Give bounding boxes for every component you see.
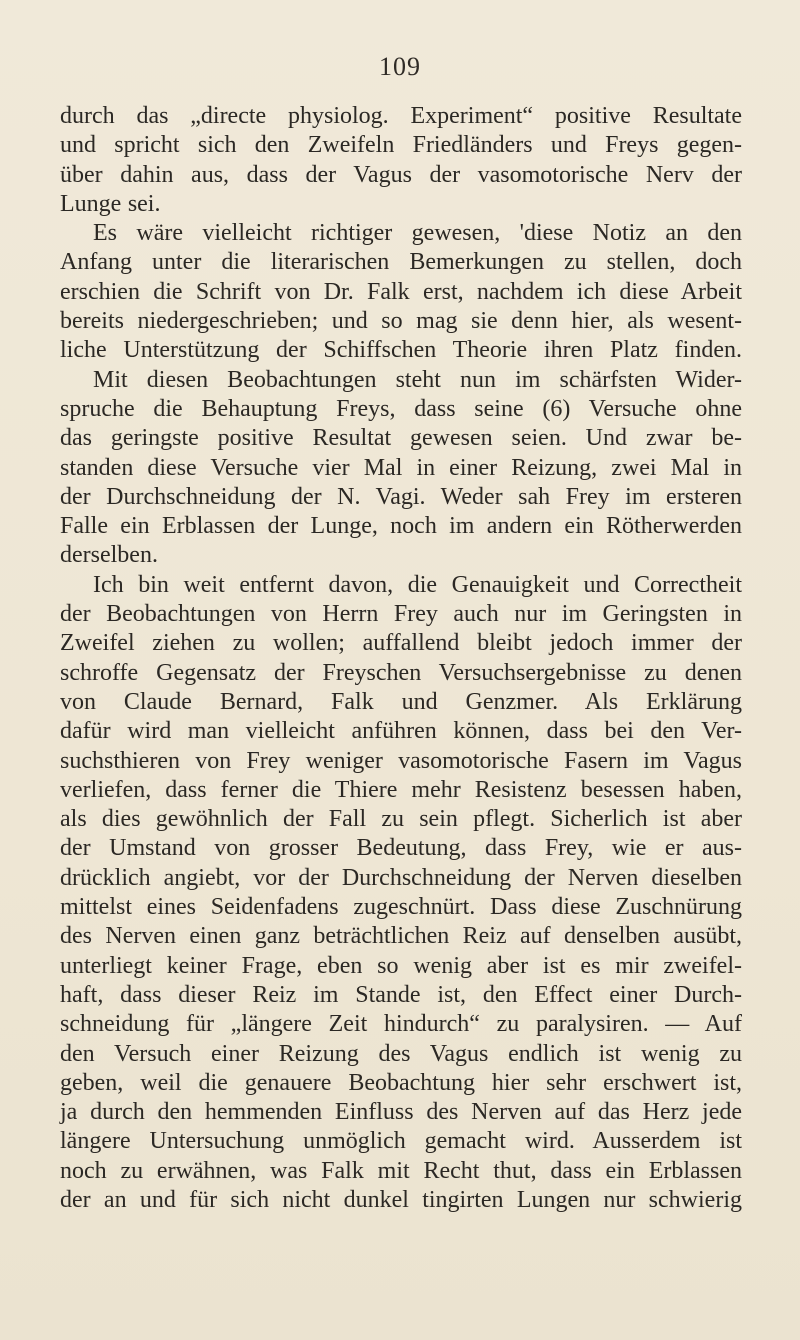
body-text [60,102,742,1215]
text-line: längere Untersuchung unmöglich gemacht wird. Ausserdem ist [60,1128,742,1155]
text-line: als dies gewöhnlich der Fall zu sein pflegt. Sicherlich ist aber [60,806,742,833]
text-line: suchsthieren von Frey weniger vasomotorische Fasern im Vagus [60,747,742,774]
text-line: Zweifel ziehen zu wollen; auffallend bleibt jedoch immer der [60,630,742,657]
text-line: spruche die Behauptung Freys, dass seine (6) Versuche ohne [60,395,742,422]
text-line: erschien die Schrift von Dr. Falk erst, nachdem ich diese Arbeit [60,278,742,305]
text-line: das geringste positive Resultat gewesen seien. Und zwar be- [60,425,742,452]
paragraph-start-line: Es wäre vielleicht richtiger gewesen, 'diese Notiz an den [93,220,742,247]
text-line: liche Unterstützung der Schiffschen Theorie ihren Platz finden. [60,337,742,364]
text-line: Falle ein Erblassen der Lunge, noch im andern ein Rötherwerden [60,513,742,540]
text-line: haft, dass dieser Reiz im Stande ist, den Effect einer Durch- [60,981,742,1008]
text-line: verliefen, dass ferner die Thiere mehr Resistenz besessen haben, [60,776,742,803]
page-number: 109 [379,52,421,81]
text-line: schroffe Gegensatz der Freyschen Versuchsergebnisse zu denen [60,659,742,686]
text-line: mittelst eines Seidenfadens zugeschnürt. Dass diese Zuschnürung [60,894,742,921]
text-line: Lunge sei. [60,190,161,217]
text-line: standen diese Versuche vier Mal in einer Reizung, zwei Mal in [60,454,742,481]
text-line: der Umstand von grosser Bedeutung, dass Frey, wie er aus- [60,835,742,862]
text-line: unterliegt keiner Frage, eben so wenig aber ist es mir zweifel- [60,952,742,979]
paragraph-start-line: Mit diesen Beobachtungen steht nun im schärfsten Wider- [93,366,742,393]
paragraph-start-line: Ich bin weit entfernt davon, die Genauigkeit und Correctheit [93,571,742,598]
text-line: durch das „directe physiolog. Experiment“ positive Resultate [60,103,742,129]
text-line: drücklich angiebt, vor der Durchschneidung der Nerven dieselben [60,864,742,891]
text-line: der Beobachtungen von Herrn Frey auch nur im Geringsten in [60,601,742,628]
text-line: ja durch den hemmenden Einfluss des Nerven auf das Herz jede [60,1099,742,1126]
text-line: dafür wird man vielleicht anführen können, dass bei den Ver- [60,718,742,745]
text-line: der an und für sich nicht dunkel tingirten Lungen nur schwierig [60,1186,742,1213]
text-line: schneidung für „längere Zeit hindurch“ zu paralysiren. — Auf [60,1011,742,1038]
text-line: über dahin aus, dass der Vagus der vasomotorische Nerv der [60,161,742,188]
text-line: noch zu erwähnen, was Falk mit Recht thut, dass ein Erblassen [60,1157,742,1184]
text-line: derselben. [60,542,158,569]
text-line: des Nerven einen ganz beträchtlichen Reiz auf denselben ausübt, [60,923,742,950]
text-line: bereits niedergeschrieben; und so mag sie denn hier, als wesent- [60,308,742,335]
text-line: den Versuch einer Reizung des Vagus endlich ist wenig zu [60,1040,742,1067]
text-line: von Claude Bernard, Falk und Genzmer. Als Erklärung [60,688,742,715]
text-line: geben, weil die genauere Beobachtung hier sehr erschwert ist, [60,1069,742,1096]
text-line: der Durchschneidung der N. Vagi. Weder sah Frey im ersteren [60,483,742,510]
text-line: Anfang unter die literarischen Bemerkungen zu stellen, doch [60,249,742,276]
text-line: und spricht sich den Zweifeln Friedländers und Freys gegen- [60,132,742,159]
